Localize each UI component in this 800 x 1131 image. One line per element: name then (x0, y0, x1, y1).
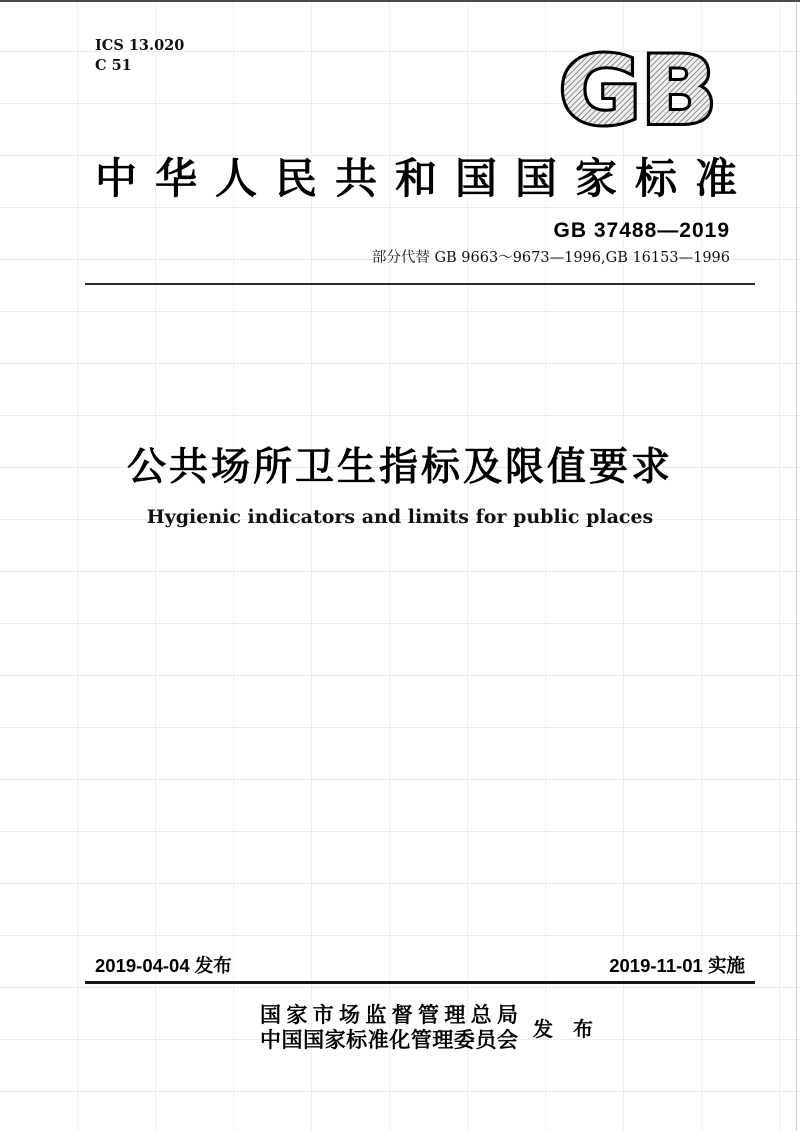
ccs-code: C 51 (95, 56, 132, 74)
issuer-line-1: 国家市场监督管理总局 (260, 1003, 518, 1027)
ics-code: ICS 13.020 (95, 37, 185, 54)
publish-label: 发 布 (533, 1019, 593, 1042)
standard-number: GB 37488—2019 (553, 219, 730, 242)
standard-title-english: Hygienic indicators and limits for public places (146, 506, 654, 528)
scan-edge-top (0, 0, 800, 2)
gb-logo-text: GB (559, 44, 717, 132)
ics-classification (95, 36, 184, 75)
partial-replace-note: 部分代替 GB 9663～9673—1996,GB 16153—1996 (371, 250, 730, 266)
issue-date: 2019-04-04 发布 (95, 955, 232, 976)
issuer-line-2: 中国国家标准化管理委员会 (260, 1027, 518, 1052)
gb-logo-icon (554, 44, 722, 132)
national-standard-band-title: 中华人民共和国国家标准 (95, 154, 753, 203)
implement-date: 2019-11-01 实施 (609, 955, 745, 976)
scan-edge-right (796, 0, 797, 1131)
standard-number-block (372, 219, 730, 267)
header-divider-rule (85, 283, 755, 285)
issuer-names (260, 1003, 518, 1053)
standard-title-chinese: 公共场所卫生指标及限值要求 (126, 446, 673, 489)
publisher-block (260, 1003, 593, 1053)
footer-divider-rule (85, 981, 755, 984)
date-row (95, 952, 745, 978)
